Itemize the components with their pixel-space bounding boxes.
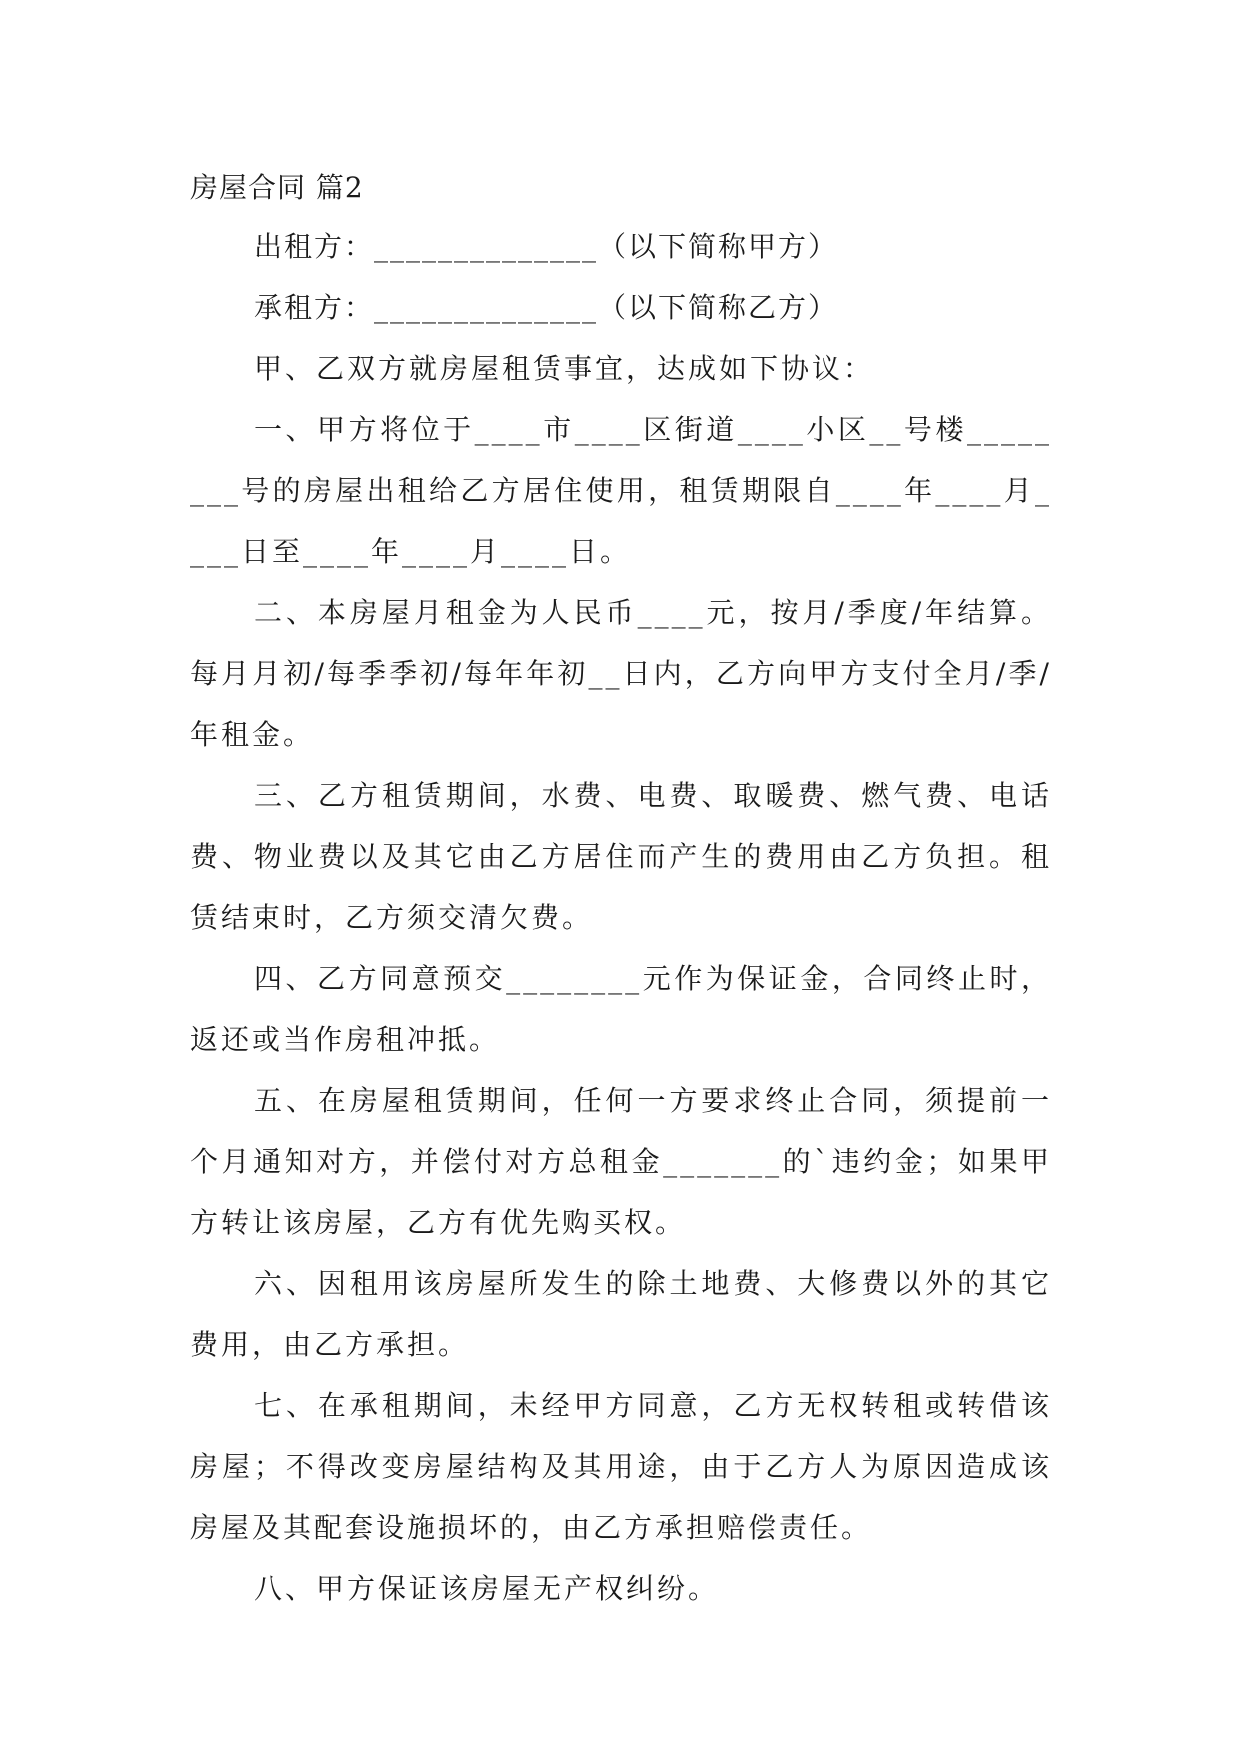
clause-3: 三、乙方租赁期间，水费、电费、取暖费、燃气费、电话费、物业费以及其它由乙方居住而产生的费用由乙方负担。租赁结束时，乙方须交清欠费。	[190, 779, 1052, 934]
clause-2: 二、本房屋月租金为人民币____元，按月/季度/年结算。每月月初/每季季初/每年年初__日内，乙方向甲方支付全月/季/年租金。	[190, 596, 1052, 751]
clause-5: 五、在房屋租赁期间，任何一方要求终止合同，须提前一个月通知对方，并偿付对方总租金_______的`违约金；如果甲方转让该房屋，乙方有优先购买权。	[190, 1084, 1052, 1239]
clause-1: 一、甲方将位于____市____区街道____小区__号楼________号的房屋出租给乙方居住使用，租赁期限自____年____月____日至____年____月____日。	[190, 413, 1052, 568]
clause-8: 八、甲方保证该房屋无产权纠纷。	[254, 1572, 720, 1605]
clause-4: 四、乙方同意预交________元作为保证金，合同终止时，返还或当作房租冲抵。	[190, 962, 1052, 1056]
lessor-line: 出租方：______________（以下简称甲方）	[254, 230, 839, 263]
document-title: 房屋合同 篇2	[190, 171, 364, 204]
contract-body	[190, 160, 1052, 1619]
clause-7: 七、在承租期间，未经甲方同意，乙方无权转租或转借该房屋；不得改变房屋结构及其用途，由于乙方人为原因造成该房屋及其配套设施损坏的，由乙方承担赔偿责任。	[190, 1389, 1052, 1544]
lessee-line: 承租方：______________（以下简称乙方）	[254, 291, 839, 324]
clause-6: 六、因租用该房屋所发生的除土地费、大修费以外的其它费用，由乙方承担。	[190, 1267, 1052, 1361]
intro-paragraph: 甲、乙双方就房屋租赁事宜，达成如下协议：	[254, 352, 875, 385]
